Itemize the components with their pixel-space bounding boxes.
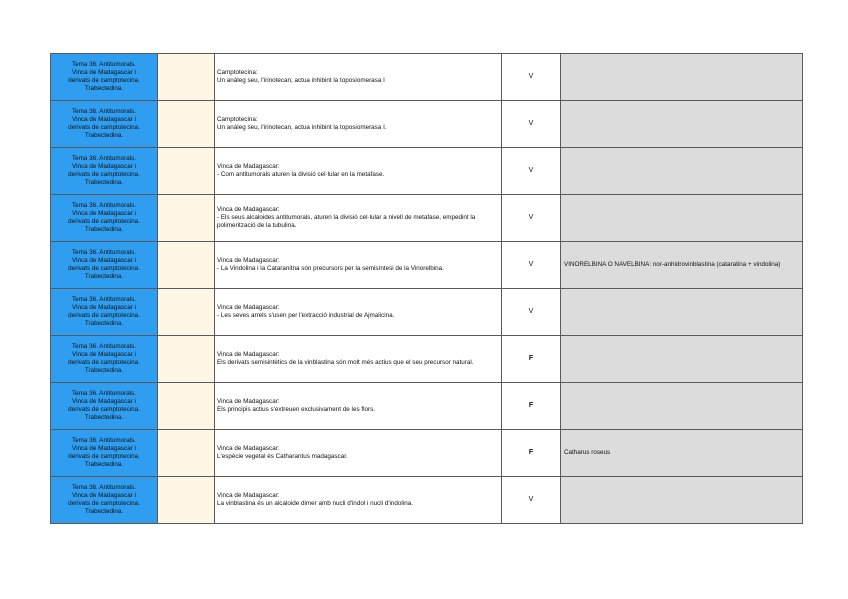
blank-cell[interactable] (158, 242, 215, 289)
question-cell[interactable] (215, 242, 502, 289)
topic-cell[interactable] (51, 477, 158, 524)
blank-cell[interactable] (158, 148, 215, 195)
question-cell[interactable] (215, 195, 502, 242)
note-cell[interactable] (561, 101, 803, 148)
topic-line: derivats de camptotecina. (68, 171, 140, 178)
topic-line: derivats de camptotecina. (68, 265, 140, 272)
answer-cell[interactable]: V (502, 148, 561, 195)
topic-line: Vinca de Madagascar i (72, 445, 136, 452)
topic-line: Trabectedina. (84, 226, 124, 233)
note-cell[interactable] (561, 148, 803, 195)
question-statement: - Les seves arrels s'usen per l'extracció industrial de Ajmalicina. (217, 312, 395, 319)
question-statement: - La Vindolina i la Cataranitna són precursors per la semisíntesi de la Vinorelbina. (217, 265, 444, 272)
topic-line: derivats de camptotecina. (68, 359, 140, 366)
topic-line: derivats de camptotecina. (68, 77, 140, 84)
topic-line: Trabectedina. (84, 461, 124, 468)
note-cell[interactable] (561, 289, 803, 336)
answer-cell[interactable]: V (502, 195, 561, 242)
topic-line: derivats de camptotecina. (68, 312, 140, 319)
question-heading: Camptotecina: (217, 116, 258, 123)
topic-cell[interactable] (51, 430, 158, 477)
table-row (51, 54, 803, 101)
question-cell[interactable] (215, 383, 502, 430)
topic-line: Tema 36. Antitumorals. (71, 437, 137, 444)
question-cell[interactable] (215, 101, 502, 148)
topic-cell[interactable] (51, 54, 158, 101)
question-heading: Vinca de Madagascar: (217, 398, 280, 405)
question-statement: - Com antitumorals aturen la divisió cel·lular en la metafase. (217, 171, 385, 178)
topic-line: Tema 36. Antitumorals. (71, 390, 137, 397)
blank-cell[interactable] (158, 289, 215, 336)
answer-cell[interactable]: F (502, 430, 561, 477)
note-cell[interactable] (561, 242, 803, 289)
question-cell[interactable] (215, 336, 502, 383)
topic-line: Tema 36. Antitumorals. (71, 296, 137, 303)
blank-cell[interactable] (158, 383, 215, 430)
topic-line: Vinca de Madagascar i (72, 69, 136, 76)
question-heading: Vinca de Madagascar: (217, 351, 280, 358)
topic-line: Vinca de Madagascar i (72, 492, 136, 499)
note-cell[interactable] (561, 336, 803, 383)
topic-line: Trabectedina. (84, 273, 124, 280)
question-cell[interactable] (215, 289, 502, 336)
topic-line: Trabectedina. (84, 132, 124, 139)
topic-line: derivats de camptotecina. (68, 453, 140, 460)
question-statement: Els derivats semisintètics de la vinblastina són molt més actius que el seu precursor natural. (217, 359, 474, 366)
question-heading: Vinca de Madagascar: (217, 163, 280, 170)
answer-cell[interactable]: V (502, 289, 561, 336)
topic-line: Trabectedina. (84, 85, 124, 92)
note-text: VINORELBINA O NAVELBINA: nor-anhidrovinblastina (cataratina + vindolina) (564, 261, 781, 268)
question-heading: Vinca de Madagascar: (217, 206, 280, 213)
topic-line: Tema 36. Antitumorals. (71, 108, 137, 115)
answer-cell[interactable]: V (502, 54, 561, 101)
answer-cell[interactable]: V (502, 242, 561, 289)
topic-line: Vinca de Madagascar i (72, 351, 136, 358)
topic-line: Tema 36. Antitumorals. (71, 484, 137, 491)
blank-cell[interactable] (158, 336, 215, 383)
note-cell[interactable] (561, 477, 803, 524)
table-row (51, 289, 803, 336)
topic-line: Vinca de Madagascar i (72, 210, 136, 217)
topic-cell[interactable] (51, 242, 158, 289)
question-heading: Vinca de Madagascar: (217, 304, 280, 311)
topic-cell[interactable] (51, 383, 158, 430)
question-cell[interactable] (215, 430, 502, 477)
topic-line: Trabectedina. (84, 414, 124, 421)
topic-line: Vinca de Madagascar i (72, 304, 136, 311)
blank-cell[interactable] (158, 430, 215, 477)
answer-cell[interactable]: V (502, 101, 561, 148)
note-cell[interactable] (561, 195, 803, 242)
question-heading: Vinca de Madagascar: (217, 257, 280, 264)
topic-cell[interactable] (51, 336, 158, 383)
question-heading: Camptotecina: (217, 69, 258, 76)
table-row (51, 101, 803, 148)
topic-line: Trabectedina. (84, 508, 124, 515)
table-row (51, 336, 803, 383)
note-text: Catharus roseus (564, 449, 611, 456)
topic-line: Vinca de Madagascar i (72, 116, 136, 123)
topic-cell[interactable] (51, 101, 158, 148)
table-row (51, 242, 803, 289)
table-row (51, 430, 803, 477)
blank-cell[interactable] (158, 195, 215, 242)
topic-line: derivats de camptotecina. (68, 124, 140, 131)
topic-line: Vinca de Madagascar i (72, 398, 136, 405)
question-heading: Vinca de Madagascar: (217, 445, 280, 452)
topic-line: Vinca de Madagascar i (72, 257, 136, 264)
question-cell[interactable] (215, 54, 502, 101)
answer-cell[interactable]: F (502, 383, 561, 430)
blank-cell[interactable] (158, 477, 215, 524)
note-cell[interactable] (561, 430, 803, 477)
table-row (51, 477, 803, 524)
question-cell[interactable] (215, 477, 502, 524)
topic-cell[interactable] (51, 195, 158, 242)
topic-cell[interactable] (51, 289, 158, 336)
topic-line: Tema 36. Antitumorals. (71, 249, 137, 256)
question-cell[interactable] (215, 148, 502, 195)
topic-line: derivats de camptotecina. (68, 218, 140, 225)
topic-line: derivats de camptotecina. (68, 500, 140, 507)
topic-line: Tema 36. Antitumorals. (71, 155, 137, 162)
topic-line: derivats de camptotecina. (68, 406, 140, 413)
topic-line: Trabectedina. (84, 179, 124, 186)
answer-cell[interactable]: V (502, 477, 561, 524)
topic-line: Tema 36. Antitumorals. (71, 61, 137, 68)
table-row (51, 195, 803, 242)
question-statement: La vinblastina és un alcaloide dimer amb nucli d'indol i nucli d'indolina. (217, 500, 413, 507)
question-statement: Un anàleg seu, l'irinotecan, actua inhibint la toposiomerasa I. (217, 124, 387, 131)
topic-line: Trabectedina. (84, 367, 124, 374)
question-heading: Vinca de Madagascar: (217, 492, 280, 499)
note-cell[interactable] (561, 54, 803, 101)
table-row (51, 383, 803, 430)
topic-line: Tema 36. Antitumorals. (71, 343, 137, 350)
question-statement: - Els seus alcaloides antitumorals, aturen la divisió cel·lular a nivell de metafase, empedint la polimerització de la tubulina. (217, 214, 476, 229)
quiz-table (50, 53, 803, 524)
topic-line: Vinca de Madagascar i (72, 163, 136, 170)
quiz-table-body (51, 54, 803, 524)
question-statement: Un anàleg seu, l'irinotecan, actua inhibint la toposiomerasa I (217, 77, 385, 84)
answer-cell[interactable]: F (502, 336, 561, 383)
topic-cell[interactable] (51, 148, 158, 195)
table-row (51, 148, 803, 195)
question-statement: L'espècie vegetal és Catharantus madagascar. (217, 453, 348, 460)
topic-line: Tema 36. Antitumorals. (71, 202, 137, 209)
topic-line: Trabectedina. (84, 320, 124, 327)
blank-cell[interactable] (158, 54, 215, 101)
note-cell[interactable] (561, 383, 803, 430)
blank-cell[interactable] (158, 101, 215, 148)
question-statement: Els principis actius s'extreuen exclusivament de les flors. (217, 406, 375, 413)
